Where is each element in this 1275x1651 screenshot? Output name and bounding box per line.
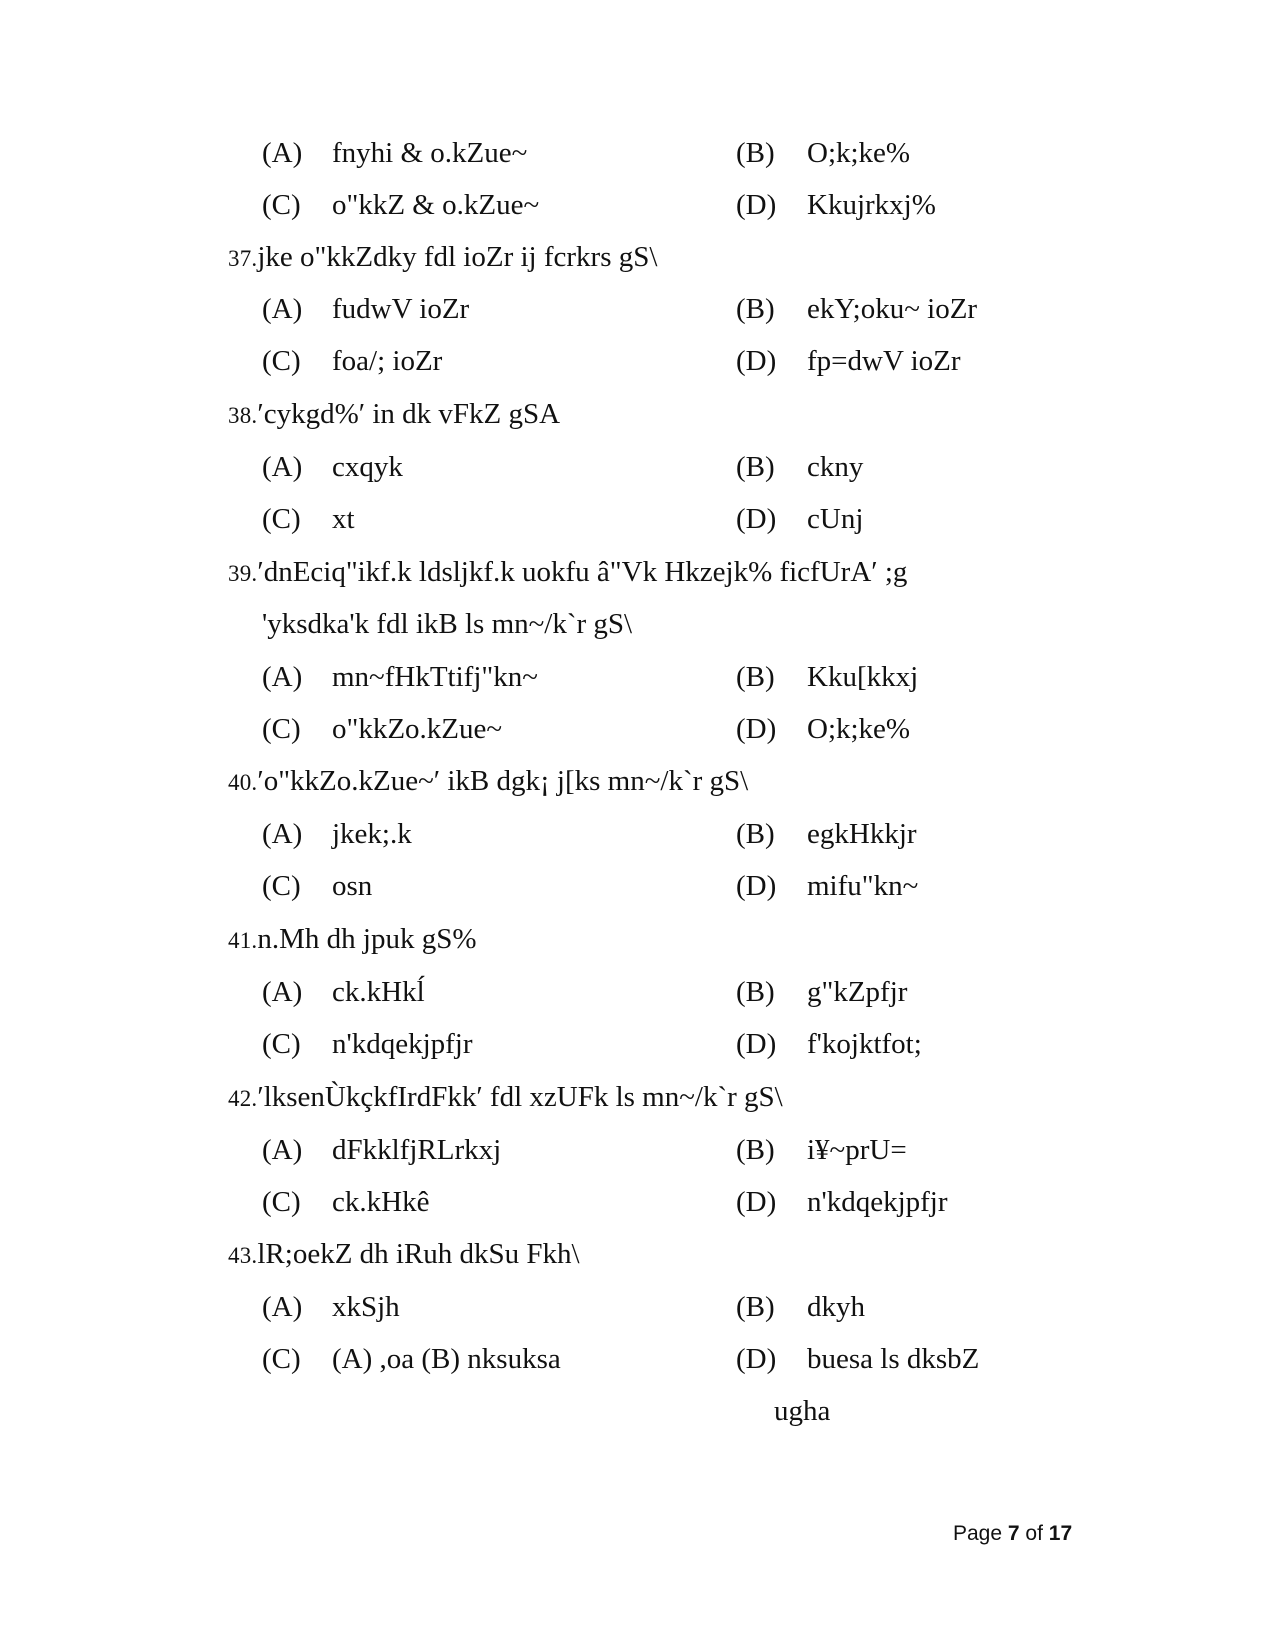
q42-options-row-2 <box>262 1182 1062 1222</box>
option-label-a: (A) <box>262 137 303 169</box>
question-number: 37. <box>228 246 258 271</box>
option-text-b: dkyh <box>807 1291 865 1323</box>
option-label-a: (A) <box>262 451 303 483</box>
option-text-c: osn <box>332 870 373 902</box>
question-41 <box>228 919 1048 959</box>
option-label-b: (B) <box>736 451 775 483</box>
question-39 <box>228 552 1048 592</box>
option-text-b: O;k;ke% <box>807 137 911 169</box>
question-42 <box>228 1077 1048 1117</box>
option-text-a: mn~fHkTtifj"kn~ <box>332 661 538 693</box>
q37-options-row-2 <box>262 341 1062 381</box>
question-number: 38. <box>228 403 258 428</box>
option-label-c: (C) <box>262 713 301 745</box>
option-label-c: (C) <box>262 503 301 535</box>
option-label-b: (B) <box>736 661 775 693</box>
q36-options-row-1 <box>262 133 1062 173</box>
q41-options-row-2 <box>262 1024 1062 1064</box>
q37-options-row-1 <box>262 289 1062 329</box>
option-text-c: n'kdqekjpfjr <box>332 1028 473 1060</box>
question-text: jke o"kkZdky fdl ioZr ij fcrkrs gS\ <box>257 241 658 273</box>
option-text-d: mifu"kn~ <box>807 870 919 902</box>
q41-options-row-1 <box>262 972 1062 1012</box>
option-text-c: (A) ,oa (B) nksuksa <box>332 1343 561 1375</box>
option-label-d: (D) <box>736 1343 777 1375</box>
option-label-b: (B) <box>736 293 775 325</box>
question-number: 40. <box>228 770 258 795</box>
footer-of: of <box>1025 1522 1043 1545</box>
option-label-b: (B) <box>736 1291 775 1323</box>
q36-options-row-2 <box>262 185 1062 225</box>
q42-options-row-1 <box>262 1130 1062 1170</box>
option-text-b: egkHkkjr <box>807 818 917 850</box>
question-text: ′dnEciq"ikf.k ldsljkf.k uokfu â"Vk Hkzejk% ficfUrA′ ;g <box>257 556 908 588</box>
option-label-c: (C) <box>262 1186 301 1218</box>
option-label-a: (A) <box>262 976 303 1008</box>
option-text-a: ck.kHkĺ <box>332 976 425 1008</box>
option-label-a: (A) <box>262 1134 303 1166</box>
footer-total-pages: 17 <box>1048 1522 1073 1545</box>
question-number: 41. <box>228 928 258 953</box>
q43-options-row-2 <box>262 1339 1062 1379</box>
option-label-b: (B) <box>736 976 775 1008</box>
footer-prefix: Page <box>953 1522 1003 1545</box>
option-text-d: f'kojktfot; <box>807 1028 922 1060</box>
question-number: 39. <box>228 561 258 586</box>
option-label-a: (A) <box>262 818 303 850</box>
option-text-a: fudwV ioZr <box>332 293 470 325</box>
option-text-d: buesa ls dksbZ <box>807 1343 980 1375</box>
option-label-a: (A) <box>262 293 303 325</box>
option-text-b: i¥~prU= <box>807 1134 907 1166</box>
option-label-d: (D) <box>736 503 777 535</box>
option-text-d: O;k;ke% <box>807 713 911 745</box>
option-text-c: foa/; ioZr <box>332 345 443 377</box>
q40-options-row-2 <box>262 866 1062 906</box>
page-number-footer <box>953 1519 1072 1549</box>
option-text-b: g"kZpfjr <box>807 976 908 1008</box>
question-number: 42. <box>228 1086 258 1111</box>
question-37 <box>228 237 1048 277</box>
option-text-a: xkSjh <box>332 1291 400 1323</box>
question-38 <box>228 394 1048 434</box>
q40-options-row-1 <box>262 814 1062 854</box>
question-43 <box>228 1234 1048 1274</box>
question-text: ′o"kkZo.kZue~′ ikB dgk¡ j[ks mn~/k`r gS\ <box>257 765 749 797</box>
q39-options-row-2 <box>262 709 1062 749</box>
q38-options-row-2 <box>262 499 1062 539</box>
option-text-b: Kku[kkxj <box>807 661 919 693</box>
q38-options-row-1 <box>262 447 1062 487</box>
option-label-b: (B) <box>736 1134 775 1166</box>
option-text-c: ck.kHkê <box>332 1186 430 1218</box>
option-label-d: (D) <box>736 1028 777 1060</box>
q43-options-row-1 <box>262 1287 1062 1327</box>
question-text: lR;oekZ dh iRuh dkSu Fkh\ <box>257 1238 580 1270</box>
option-text-d: cUnj <box>807 503 864 535</box>
question-number: 43. <box>228 1243 258 1268</box>
option-label-a: (A) <box>262 661 303 693</box>
option-text-b: ckny <box>807 451 864 483</box>
footer-current-page: 7 <box>1007 1522 1020 1545</box>
option-label-d: (D) <box>736 870 777 902</box>
question-40 <box>228 761 1048 801</box>
option-text-b: ekY;oku~ ioZr <box>807 293 978 325</box>
option-label-c: (C) <box>262 1028 301 1060</box>
option-label-d: (D) <box>736 189 777 221</box>
option-label-c: (C) <box>262 189 301 221</box>
q39-options-row-1 <box>262 657 1062 697</box>
option-text-d-continuation: ugha <box>774 1395 831 1427</box>
option-label-b: (B) <box>736 818 775 850</box>
option-text-d: n'kdqekjpfjr <box>807 1186 948 1218</box>
question-text-continuation: 'yksdka'k fdl ikB ls mn~/k`r gS\ <box>262 608 633 640</box>
option-label-d: (D) <box>736 713 777 745</box>
question-text: n.Mh dh jpuk gS% <box>257 923 477 955</box>
option-label-b: (B) <box>736 137 775 169</box>
option-label-d: (D) <box>736 1186 777 1218</box>
option-text-a: fnyhi & o.kZue~ <box>332 137 528 169</box>
option-text-a: cxqyk <box>332 451 403 483</box>
option-text-c: xt <box>332 503 355 535</box>
question-text: ′cykgd%′ in dk vFkZ gSA <box>257 398 561 430</box>
option-label-c: (C) <box>262 345 301 377</box>
option-label-c: (C) <box>262 870 301 902</box>
option-text-a: jkek;.k <box>332 818 412 850</box>
option-label-d: (D) <box>736 345 777 377</box>
option-label-a: (A) <box>262 1291 303 1323</box>
option-text-d: fp=dwV ioZr <box>807 345 961 377</box>
option-text-c: o"kkZ & o.kZue~ <box>332 189 540 221</box>
question-39-continuation <box>262 604 1082 644</box>
option-text-d: Kkujrkxj% <box>807 189 936 221</box>
option-label-c: (C) <box>262 1343 301 1375</box>
question-text: ′lksenÙkçkfIrdFkk′ fdl xzUFk ls mn~/k`r gS\ <box>257 1081 783 1113</box>
option-text-c: o"kkZo.kZue~ <box>332 713 503 745</box>
option-d-continuation <box>774 1391 830 1431</box>
option-text-a: dFkklfjRLrkxj <box>332 1134 502 1166</box>
